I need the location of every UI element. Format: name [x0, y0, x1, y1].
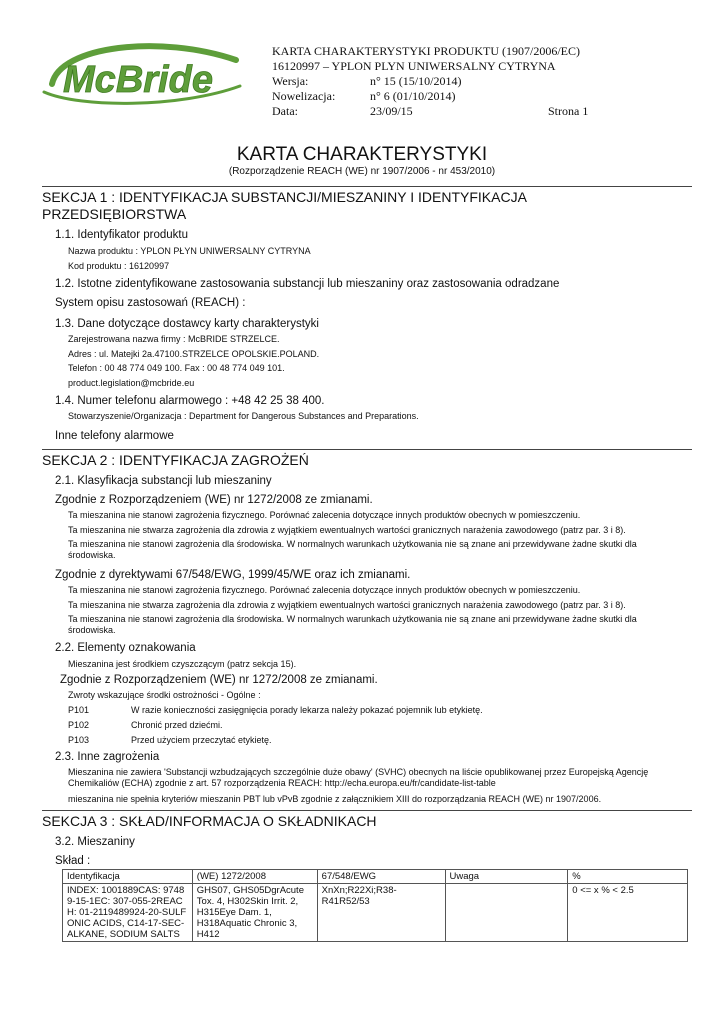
dsd-environment: Ta mieszanina nie stanowi zagrożenia dla środowiska. W normalnych warunkach użytkowania nie są znane ani przewidywane żadne skutki dla środowiska.: [68, 614, 637, 635]
company-address: Adres : ul. Matejki 2a.47100.STRZELCE OPOLSKIE.POLAND.: [68, 349, 320, 359]
date-label: Data:: [272, 104, 298, 118]
cell-identification: INDEX: 1001889CAS: 97489-15-1EC: 307-055-2REACH: 01-2119489924-20-SULFONIC ACIDS, C14-17-SEC-ALKANE, SODIUM SALTS: [63, 884, 193, 942]
version-value: n° 15 (15/10/2014): [370, 74, 462, 88]
document-subtitle: (Rozporządzenie REACH (WE) nr 1907/2006 - nr 453/2010): [228, 166, 496, 177]
col-percent: %: [568, 870, 688, 884]
clp-title-2: Zgodnie z Rozporządzeniem (WE) nr 1272/2008 ze zmianami.: [60, 674, 378, 686]
emergency-organisation: Stowarzyszenie/Organizacja : Department for Dangerous Substances and Preparations.: [68, 411, 419, 421]
date-value: 23/09/15: [370, 104, 413, 118]
use-system: System opisu zastosowań (REACH) :: [55, 297, 246, 309]
section-3-heading: SEKCJA 3 : SKŁAD/INFORMACJA O SKŁADNIKACH: [42, 810, 692, 830]
p101-code: P101: [68, 705, 90, 715]
dsd-physical: Ta mieszanina nie stanowi zagrożenia fizycznego. Porównać zalecenia dotyczące innych produktów obecnych w pomieszczeniu.: [68, 585, 581, 595]
clp-environment: Ta mieszanina nie stanowi zagrożenia dla środowiska. W normalnych warunkach użytkowania nie są znane ani przewidywane żadne skutki dla środowiska.: [68, 539, 637, 560]
dsd-health: Ta mieszanina nie stwarza zagrożenia dla zdrowia z wyjątkiem ewentualnych wartości granicznych narażenia zawodowego (patrz par. 3 i 8).: [68, 600, 626, 610]
document-title: KARTA CHARAKTERYSTYKI: [236, 144, 488, 165]
p103-code: P103: [68, 735, 90, 745]
composition-table: [62, 869, 688, 942]
cell-clp: GHS07, GHS05DgrAcute Tox. 4, H302Skin Irrit. 2, H315Eye Dam. 1, H318Aquatic Chronic 3, H412: [192, 884, 317, 942]
section-1-heading: [42, 186, 692, 223]
p103-text: Przed użyciem przeczytać etykietę.: [131, 735, 272, 745]
logo-text: McBride: [63, 59, 213, 101]
subsection-2-2: 2.2. Elementy oznakowania: [55, 642, 196, 654]
header-line2: 16120997 – YPLON PLYN UNIWERSALNY CYTRYNA: [272, 59, 556, 73]
mcbride-logo: [40, 38, 244, 110]
precaution-title: Zwroty wskazujące środki ostrożności - Ogólne :: [68, 690, 261, 700]
company-name: Zarejestrowana nazwa firmy : McBRIDE STRZELCE.: [68, 334, 280, 344]
dsd-title: Zgodnie z dyrektywami 67/548/EWG, 1999/45/WE oraz ich zmianami.: [55, 569, 411, 581]
clp-health: Ta mieszanina nie stwarza zagrożenia dla zdrowia z wyjątkiem ewentualnych wartości granicznych narażenia zawodowego (patrz par. 3 i 8).: [68, 525, 626, 535]
subsection-3-2: 3.2. Mieszaniny: [55, 836, 135, 848]
other-emergency-phones: Inne telefony alarmowe: [55, 430, 174, 442]
cell-percent: 0 <= x % < 2.5: [568, 884, 688, 942]
clp-physical: Ta mieszanina nie stanowi zagrożenia fizycznego. Porównać zalecenia dotyczące innych produktów obecnych w pomieszczeniu.: [68, 510, 581, 520]
subsection-1-3: 1.3. Dane dotyczące dostawcy karty charakterystyki: [55, 318, 319, 330]
detergent-note: Mieszanina jest środkiem czyszczącym (patrz sekcja 15).: [68, 659, 297, 669]
col-dsd: 67/548/EWG: [317, 870, 445, 884]
subsection-1-2: 1.2. Istotne zidentyfikowane zastosowania substancji lub mieszaniny oraz zastosowania odradzane: [55, 278, 560, 290]
section-1-heading-line2: PRZEDSIĘBIORSTWA: [42, 206, 187, 222]
p101-text: W razie konieczności zasięgnięcia porady lekarza należy pokazać pojemnik lub etykietę.: [131, 705, 483, 715]
col-identification: Identyfikacja: [63, 870, 193, 884]
company-email: product.legislation@mcbride.eu: [68, 378, 195, 388]
product-name: Nazwa produktu : YPLON PŁYN UNIWERSALNY CYTRYNA: [68, 246, 311, 256]
table-row: [63, 884, 688, 942]
composition-label: Skład :: [55, 855, 91, 867]
table-header-row: [63, 870, 688, 884]
update-value: n° 6 (01/10/2014): [370, 89, 456, 103]
p102-text: Chronić przed dziećmi.: [131, 720, 223, 730]
col-clp: (WE) 1272/2008: [192, 870, 317, 884]
page-number: Strona 1: [548, 104, 589, 118]
section-2-heading: SEKCJA 2 : IDENTYFIKACJA ZAGROŻEŃ: [42, 449, 692, 469]
clp-title: Zgodnie z Rozporządzeniem (WE) nr 1272/2008 ze zmianami.: [55, 494, 373, 506]
subsection-1-4: 1.4. Numer telefonu alarmowego : +48 42 25 38 400.: [55, 395, 325, 407]
product-code: Kod produktu : 16120997: [68, 261, 170, 271]
subsection-2-3: 2.3. Inne zagrożenia: [55, 751, 160, 763]
version-label: Wersja:: [272, 74, 309, 88]
p102-code: P102: [68, 720, 90, 730]
company-phone: Telefon : 00 48 774 049 100. Fax : 00 48 774 049 101.: [68, 363, 285, 373]
pbt-note: mieszanina nie spełnia kryteriów mieszanin PBT lub vPvB zgodnie z załącznikiem XIII do rozporządzania REACH (WE) nr 1907/2006.: [68, 794, 602, 804]
header-line1: KARTA CHARAKTERYSTYKI PRODUKTU (1907/2006/EC): [272, 44, 580, 58]
svhc-note: Mieszanina nie zawiera 'Substancji wzbudzających szczególnie duże obawy' (SVHC) obecnych na liście opublikowanej przez Europejską Agencję Chemikaliów (ECHA) zgodnie z art. 57 rozporządzenia REACH: http://echa.europa.eu/fr/candidate-list-table: [68, 767, 649, 788]
cell-dsd: XnXn;R22Xi;R38-R41R52/53: [317, 884, 445, 942]
section-1-heading-line1: SEKCJA 1 : IDENTYFIKACJA SUBSTANCJI/MIESZANINY I IDENTYFIKACJA: [42, 189, 527, 205]
subsection-1-1: 1.1. Identyfikator produktu: [55, 229, 188, 241]
subsection-2-1: 2.1. Klasyfikacja substancji lub mieszaniny: [55, 475, 272, 487]
cell-note: [445, 884, 568, 942]
col-note: Uwaga: [445, 870, 568, 884]
update-label: Nowelizacja:: [272, 89, 336, 103]
